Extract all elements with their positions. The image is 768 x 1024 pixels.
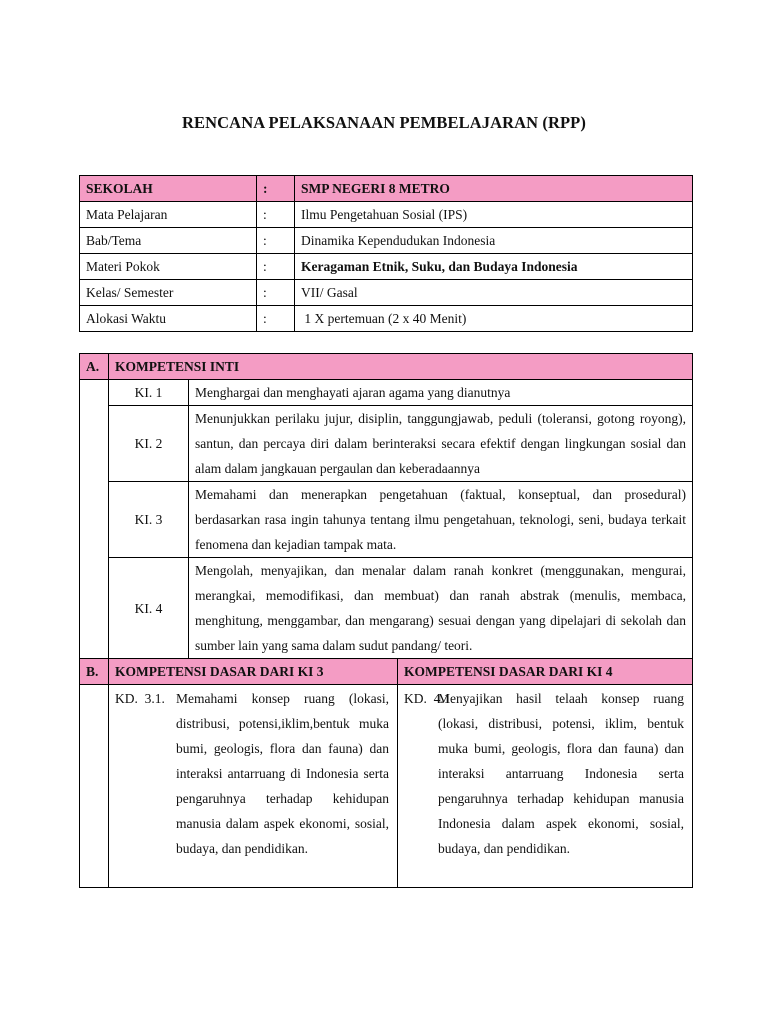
section-a-letter: A. bbox=[80, 354, 109, 380]
identity-separator: : bbox=[257, 306, 295, 332]
kd-right-text: Menyajikan hasil telaah konsep ruang (lokasi, distribusi, potensi, iklim, bentuk muka bumi, geologis, flora dan fauna) dan interaksi antarruang Indonesia serta pengaruhnya terhadap kehidupan manusia Indonesia dalam aspek ekonomi, sosial, budaya, dan pendidikan. bbox=[438, 691, 684, 856]
ki-code: KI. 3 bbox=[109, 482, 189, 558]
identity-separator: : bbox=[257, 254, 295, 280]
competency-table bbox=[79, 353, 693, 888]
section-a-heading: KOMPETENSI INTI bbox=[109, 354, 693, 380]
identity-value: Keragaman Etnik, Suku, dan Budaya Indonesia bbox=[295, 254, 693, 280]
section-b-heading-left: KOMPETENSI DASAR DARI KI 3 bbox=[109, 659, 398, 685]
identity-label: Alokasi Waktu bbox=[80, 306, 257, 332]
identity-row bbox=[80, 202, 693, 228]
ki-text: Memahami dan menerapkan pengetahuan (faktual, konseptual, dan prosedural) berdasarkan rasa ingin tahunya tentang ilmu pengetahuan, teknologi, seni, budaya terkait fenomena dan kejadian tampak mata. bbox=[189, 482, 693, 558]
identity-value: Ilmu Pengetahuan Sosial (IPS) bbox=[295, 202, 693, 228]
identity-header-row bbox=[80, 176, 693, 202]
ki-row bbox=[80, 380, 693, 406]
kd-left-cell bbox=[109, 685, 398, 888]
ki-code: KI. 4 bbox=[109, 558, 189, 659]
section-b-header-row bbox=[80, 659, 693, 685]
section-a-gutter bbox=[80, 380, 109, 659]
ki-code: KI. 2 bbox=[109, 406, 189, 482]
section-b-letter: B. bbox=[80, 659, 109, 685]
identity-label: Materi Pokok bbox=[80, 254, 257, 280]
identity-row bbox=[80, 254, 693, 280]
identity-separator: : bbox=[257, 202, 295, 228]
identity-label: Bab/Tema bbox=[80, 228, 257, 254]
identity-separator: : bbox=[257, 228, 295, 254]
section-b-gutter bbox=[80, 685, 109, 888]
ki-text: Menunjukkan perilaku jujur, disiplin, tanggungjawab, peduli (toleransi, gotong royong), santun, dan percaya diri dalam berinteraksi secara efektif dengan lingkungan sosial dan alam dalam jangkauan pergaulan dan keberadaannya bbox=[189, 406, 693, 482]
ki-row bbox=[80, 406, 693, 482]
document-title: RENCANA PELAKSANAAN PEMBELAJARAN (RPP) bbox=[182, 113, 586, 132]
identity-row bbox=[80, 306, 693, 332]
kd-right-cell bbox=[398, 685, 693, 888]
ki-row bbox=[80, 558, 693, 659]
identity-separator: : bbox=[257, 176, 295, 202]
kd-left bbox=[115, 686, 389, 861]
ki-text: Menghargai dan menghayati ajaran agama yang dianutnya bbox=[189, 380, 693, 406]
kd-left-text: Memahami konsep ruang (lokasi, distribusi, potensi,iklim,bentuk muka bumi, geologis, flora dan fauna) dan interaksi antarruang di Indonesia serta pengaruhnya terhadap kehidupan manusia dalam aspek ekonomi, sosial, budaya, dan pendidikan. bbox=[176, 691, 389, 856]
identity-label: SEKOLAH bbox=[80, 176, 257, 202]
identity-value: SMP NEGERI 8 METRO bbox=[295, 176, 693, 202]
ki-text: Mengolah, menyajikan, dan menalar dalam ranah konkret (menggunakan, mengurai, merangkai, memodifikasi, dan membuat) dan ranah abstrak (menulis, membaca, menghitung, menggambar, dan mengarang) sesuai dengan yang dipelajari di sekolah dan sumber lain yang sama dalam sudut pandang/ teori. bbox=[189, 558, 693, 659]
kd-left-prefix: KD. 3.1. bbox=[115, 691, 165, 706]
identity-label: Mata Pelajaran bbox=[80, 202, 257, 228]
identity-separator: : bbox=[257, 280, 295, 306]
identity-value: 1 X pertemuan (2 x 40 Menit) bbox=[295, 306, 693, 332]
kd-row bbox=[80, 685, 693, 888]
ki-row bbox=[80, 482, 693, 558]
ki-code: KI. 1 bbox=[109, 380, 189, 406]
identity-row bbox=[80, 280, 693, 306]
section-a-header-row bbox=[80, 354, 693, 380]
kd-right bbox=[404, 686, 684, 861]
identity-table bbox=[79, 175, 693, 332]
identity-value: VII/ Gasal bbox=[295, 280, 693, 306]
section-b-heading-right: KOMPETENSI DASAR DARI KI 4 bbox=[398, 659, 693, 685]
identity-value: Dinamika Kependudukan Indonesia bbox=[295, 228, 693, 254]
identity-label: Kelas/ Semester bbox=[80, 280, 257, 306]
identity-row bbox=[80, 228, 693, 254]
kd-right-prefix: KD. 4.1 bbox=[404, 691, 451, 706]
